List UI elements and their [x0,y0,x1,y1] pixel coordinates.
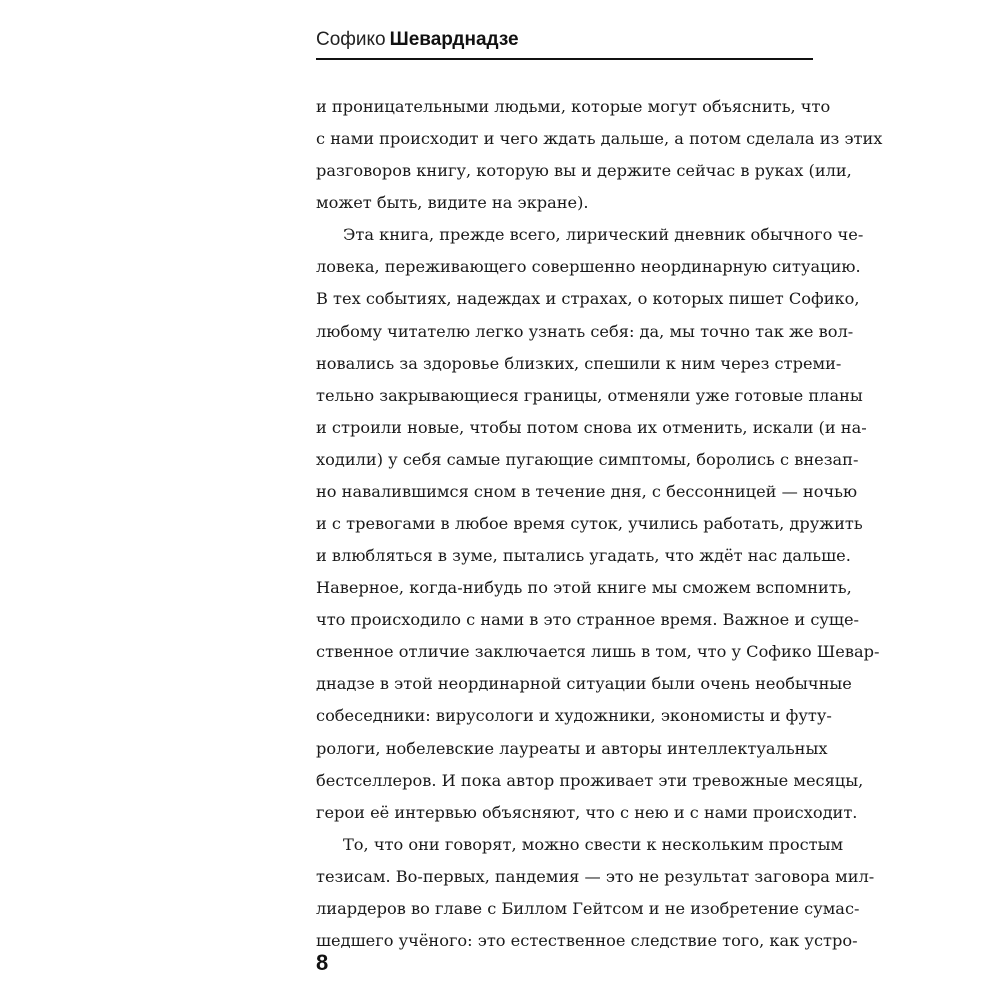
text-line: герои её интервью объясняют, что с нею и с нами происходит. [316,802,858,822]
page-number: 8 [316,950,329,975]
text-line: рологи, нобелевские лауреаты и авторы интеллектуальных [316,738,828,758]
text-line: и влюбляться в зуме, пытались угадать, что ждёт нас дальше. [316,546,851,566]
text-line: что происходило с нами в это странное время. Важное и суще- [316,610,860,630]
text-line: и строили новые, чтобы потом снова их отменить, искали (и на- [316,417,867,437]
text-line: В тех событиях, надеждах и страхах, о которых пишет Софико, [316,289,860,309]
paragraph [316,91,883,219]
text-line: и проницательными людьми, которые могут объяснить, что [316,97,831,116]
body-text [316,91,883,957]
text-line: То, что они говорят, можно свести к нескольким простым [343,834,844,854]
text-line: ловека, переживающего совершенно неординарную ситуацию. [316,257,861,277]
running-header [316,26,813,60]
text-line: и с тревогами в любое время суток, учились работать, дружить [316,514,863,534]
text-line: тельно закрывающиеся границы, отменяли уже готовые планы [316,385,863,405]
text-line: тезисам. Во-первых, пандемия — это не результат заговора мил- [316,866,875,886]
text-line: собеседники: вирусологи и художники, экономисты и футу- [316,706,832,726]
text-line: Эта книга, прежде всего, лирический дневник обычного че- [343,225,864,245]
text-line: шедшего учёного: это естественное следствие того, как устро- [316,931,858,951]
text-line: Наверное, когда-нибудь по этой книге мы сможем вспомнить, [316,578,852,598]
text-line: с нами происходит и чего ждать дальше, а потом сделала из этих [316,129,883,149]
paragraph [316,829,875,957]
text-line: ственное отличие заключается лишь в том, что у Софико Шевар- [316,642,880,662]
header-author-first-name: Софико [316,29,386,50]
text-line: новались за здоровье близких, спешили к ним через стреми- [316,353,842,373]
text-line: лиардеров во главе с Биллом Гейтсом и не изобретение сумас- [316,898,860,918]
text-line: любому читателю легко узнать себя: да, мы точно так же вол- [316,321,854,341]
text-line: может быть, видите на экране). [316,193,589,213]
text-line: но навалившимся сном в течение дня, с бессонницей — ночью [316,481,858,501]
text-line: разговоров книгу, которую вы и держите сейчас в руках (или, [316,161,852,181]
text-line: ходили) у себя самые пугающие симптомы, боролись с внезап- [316,449,859,469]
text-line: бестселлеров. И пока автор проживает эти тревожные месяцы, [316,770,864,790]
paragraph [316,219,880,828]
text-line: днадзе в этой неординарной ситуации были очень необычные [316,674,852,694]
header-author-last-name: Шеварднадзе [389,29,519,50]
